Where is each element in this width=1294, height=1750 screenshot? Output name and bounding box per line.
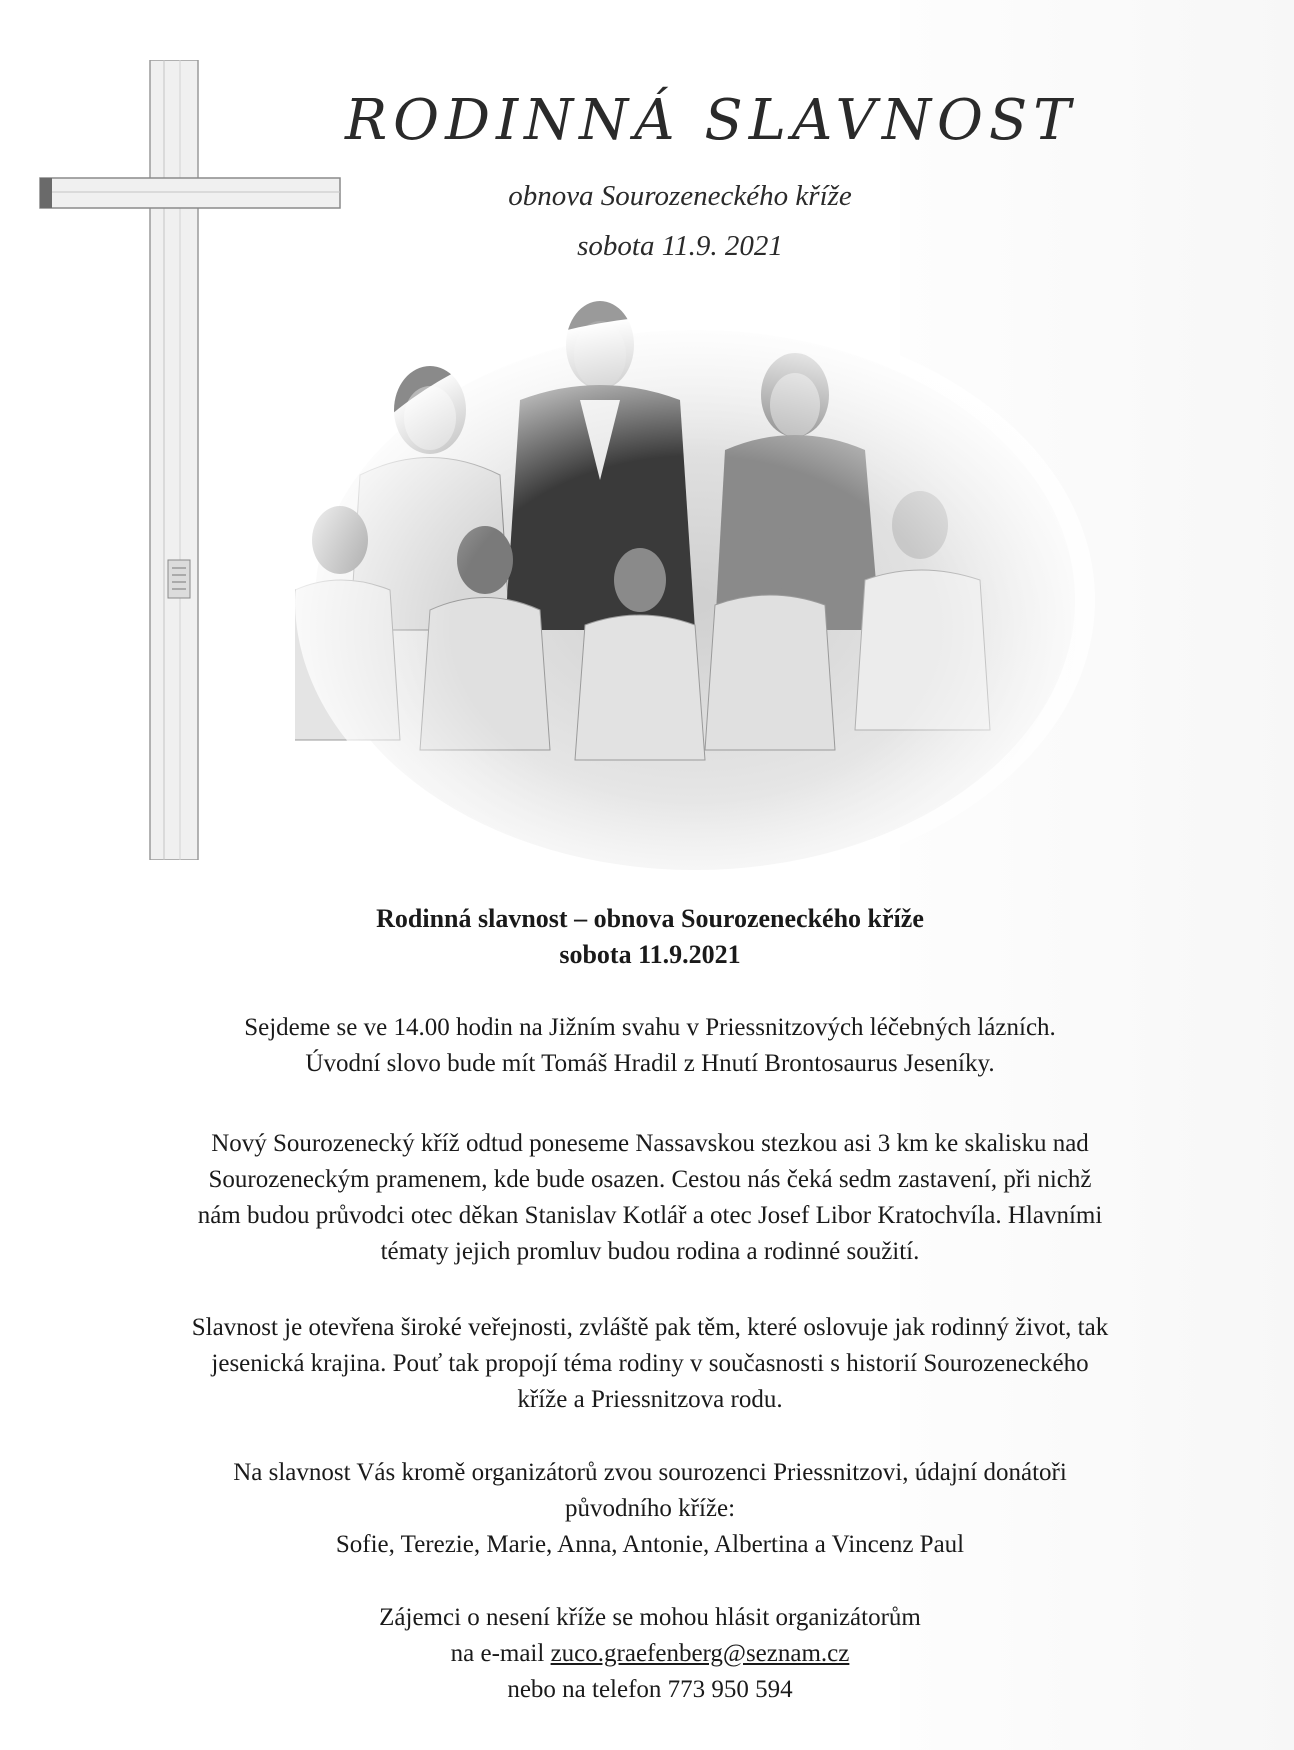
email-link[interactable]: zuco.graefenberg@seznam.cz <box>550 1640 850 1667</box>
paragraph-route <box>60 1126 1240 1270</box>
paragraph-contact <box>60 1600 1240 1708</box>
paragraph-line: jesenická krajina. Pouť tak propojí téma rodiny v současnosti s historií Sourozeneckého <box>211 1350 1089 1377</box>
paragraph-line: nám budou průvodci otec děkan Stanislav Kotlář a otec Josef Libor Kratochvíla. Hlavními <box>197 1202 1103 1229</box>
paragraph-line: Sofie, Terezie, Marie, Anna, Antonie, Albertina a Vincenz Paul <box>335 1531 965 1558</box>
paragraph-line: Nový Sourozenecký kříž odtud poneseme Nassavskou stezkou asi 3 km ke skalisku nad <box>211 1130 1089 1157</box>
paragraph-line: Na slavnost Vás kromě organizátorů zvou sourozenci Priessnitzovi, údajní donátoři <box>233 1459 1067 1486</box>
paragraph-invitation <box>60 1455 1240 1563</box>
heading-line-1: Rodinná slavnost – obnova Sourozeneckého kříže <box>376 904 924 933</box>
poster-subtitle: obnova Sourozeneckého kříže <box>508 180 852 212</box>
poster-date: sobota 11.9. 2021 <box>577 230 783 262</box>
poster-title: RODINNÁ SLAVNOST <box>345 88 1077 153</box>
paragraph-line: Sourozeneckým pramenem, kde bude osazen. Cestou nás čeká sedm zastavení, při nichž <box>208 1166 1092 1193</box>
event-heading <box>60 901 1240 973</box>
paragraph-line: tématy jejich promluv budou rodina a rodinné soužití. <box>380 1238 920 1265</box>
email-line <box>60 1636 1240 1672</box>
paragraph-meeting <box>60 1010 1240 1082</box>
paragraph-line: Sejdeme se ve 14.00 hodin na Jižním svahu v Priessnitzových léčebných lázních. <box>244 1014 1056 1041</box>
paragraph-line: kříže a Priessnitzova rodu. <box>517 1386 783 1413</box>
heading-line-2: sobota 11.9.2021 <box>559 940 741 969</box>
family-photo <box>295 300 1095 870</box>
paragraph-line: Slavnost je otevřena široké veřejnosti, zvláště pak těm, které oslovuje jak rodinný život, tak <box>191 1314 1109 1341</box>
email-prefix: na e-mail <box>450 1640 551 1667</box>
phone-line: nebo na telefon 773 950 594 <box>507 1676 793 1703</box>
paragraph-line: původního kříže: <box>564 1495 736 1522</box>
paragraph-line: Úvodní slovo bude mít Tomáš Hradil z Hnutí Brontosaurus Jeseníky. <box>305 1050 995 1077</box>
paragraph-line: Zájemci o nesení kříže se mohou hlásit organizátorům <box>379 1604 921 1631</box>
paragraph-public <box>60 1310 1240 1418</box>
